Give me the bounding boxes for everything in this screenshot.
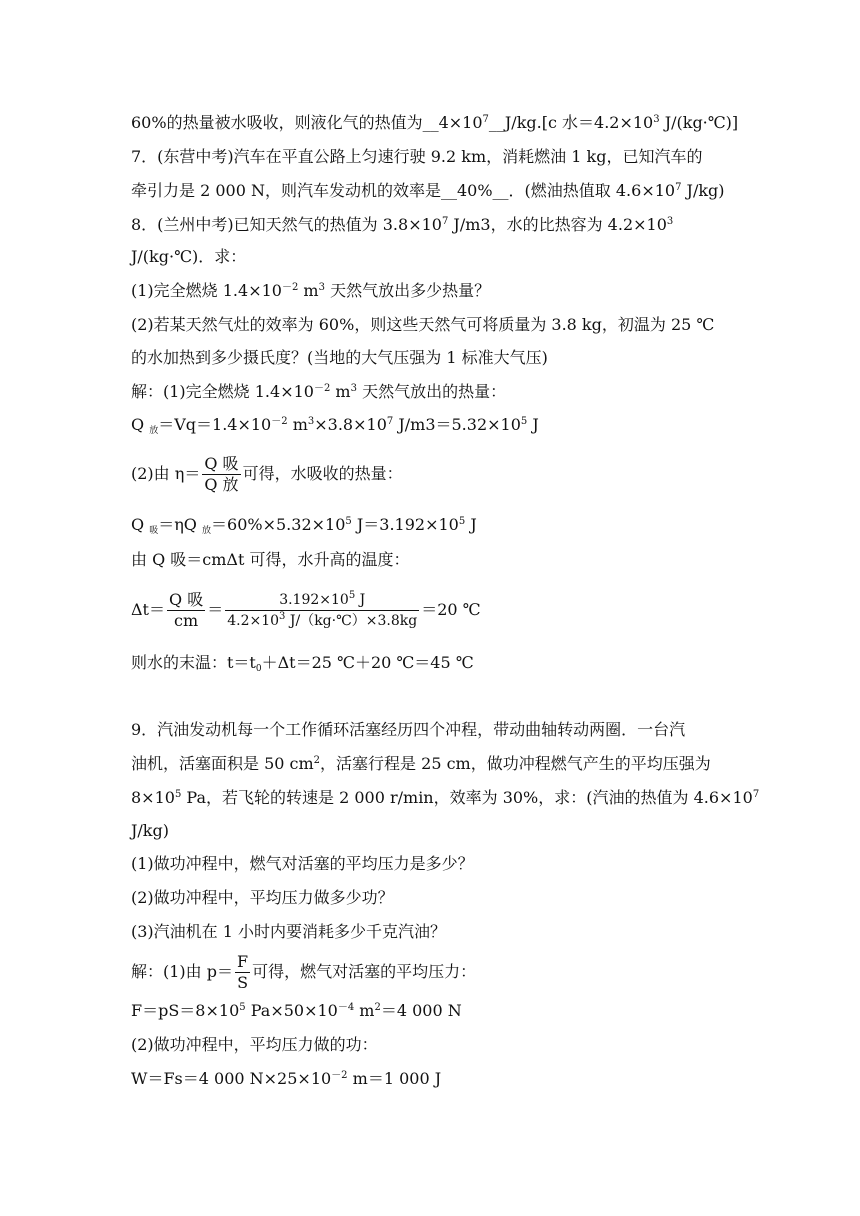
solution-8-line-4: [131, 514, 731, 536]
text: 则水的末温：t＝t: [131, 653, 256, 672]
text: 牵引力是 2 000 N，则汽车发动机的效率是__40%__．(燃油热值取 4.6×10: [131, 181, 676, 200]
answer-line-6: [131, 112, 739, 134]
text: (1)做功冲程中，燃气对活塞的平均压力是多少？: [131, 854, 474, 873]
solution-8-line-6: [131, 588, 731, 632]
fraction-numerator: Q 吸: [204, 454, 239, 473]
fraction-denominator: [225, 610, 419, 631]
text: 9．汽油发动机每一个工作循环活塞经历四个冲程，带动曲轴转动两圈．一台汽: [131, 720, 686, 739]
sub: 吸: [149, 526, 159, 536]
text: ＝Vq＝1.4×10: [158, 415, 272, 434]
text: m＝1 000 J: [347, 1069, 442, 1088]
sup: 5: [458, 516, 466, 527]
text: ＝ηQ: [158, 515, 203, 534]
text: 可得，水吸收的热量：: [242, 464, 403, 483]
sub: 放: [149, 426, 159, 436]
question-9-line-3: [131, 787, 760, 809]
text: J/m3，水的比热容为 4.2×10: [448, 215, 667, 234]
solution-8-line-2: [131, 414, 731, 436]
text: J＝3.192×10: [351, 515, 459, 534]
text: W＝Fs＝4 000 N×25×10: [131, 1069, 332, 1088]
text: m: [298, 281, 319, 300]
sub: 0: [255, 664, 262, 674]
sup: 5: [348, 590, 356, 601]
question-8-line-1: [131, 214, 731, 236]
text: J: [465, 515, 477, 534]
text: J: [527, 415, 539, 434]
text: ＝60%×5.32×10: [211, 515, 346, 534]
fraction-denominator: Q 放: [204, 475, 239, 494]
fraction-numerator: [225, 590, 419, 610]
question-9-part-2: [131, 887, 731, 909]
fraction-numeric: [225, 590, 419, 631]
text: Q: [131, 515, 150, 534]
text: 4.2×10: [227, 613, 280, 629]
question-9-part-1: [131, 853, 731, 875]
text: 解：(1)完全燃烧 1.4×10: [131, 382, 314, 401]
fraction-denominator: cm: [167, 610, 205, 631]
fraction-q-absorbed-over-q-released: [202, 454, 240, 495]
text: ，活塞行程是 25 cm，做功冲程燃气产生的平均压强为: [320, 754, 711, 773]
sup: －2: [281, 282, 299, 293]
sup: 3: [279, 611, 286, 622]
text: J: [355, 592, 366, 608]
text: 可得，燃气对活塞的平均压力：: [252, 962, 477, 981]
text: ×3.8×10: [314, 415, 387, 434]
text: 油机，活塞面积是 50 cm: [131, 754, 314, 773]
sup: 5: [520, 416, 528, 427]
sup: 5: [239, 1002, 246, 1013]
text: J/(kg·℃)．求：: [131, 247, 247, 266]
question-8-line-2: [131, 246, 731, 268]
text: m: [330, 382, 351, 401]
text: 的水加热到多少摄氏度？(当地的大气压强为 1 标准大气压): [131, 348, 548, 367]
sup: 7: [386, 416, 394, 427]
sup: －2: [313, 383, 331, 394]
text: m: [354, 1001, 375, 1020]
sup: 2: [374, 1002, 381, 1013]
text: m: [287, 415, 308, 434]
solution-8-line-3: [131, 452, 731, 496]
solution-8-line-7: [131, 652, 731, 674]
sup: －2: [271, 416, 288, 427]
text: __J/kg.[c 水＝4.2×10: [488, 113, 654, 132]
text: (2)做功冲程中，平均压力做多少功？: [131, 888, 394, 907]
fraction-f-over-s: [235, 952, 250, 993]
text: (3)汽油机在 1 小时内要消耗多少千克汽油？: [131, 922, 447, 941]
sup: 7: [752, 789, 760, 800]
sub: 放: [202, 526, 212, 536]
text: ＝4 000 N: [380, 1001, 462, 1020]
sup: 7: [441, 216, 449, 227]
text: ＋Δt＝25 ℃＋20 ℃＝45 ℃: [261, 653, 474, 672]
text: 7．(东营中考)汽车在平直公路上匀速行驶 9.2 km，消耗燃油 1 kg，已知汽车的: [131, 147, 703, 166]
sup: 3: [666, 216, 674, 227]
fraction-q-over-cm: [167, 590, 205, 631]
text: Δt＝: [131, 600, 165, 619]
solution-9-line-4: [131, 1068, 731, 1090]
text: 解：(1)由 p＝: [131, 962, 233, 981]
text: ＝20 ℃: [421, 600, 481, 619]
text: 天然气放出多少热量？: [324, 281, 491, 300]
question-9-line-1: [131, 719, 731, 741]
text: (2)由 η＝: [131, 464, 201, 483]
text: (2)若某天然气灶的效率为 60%，则这些天然气可将质量为 3.8 kg，初温为 25 ℃: [131, 315, 715, 334]
text: 8．(兰州中考)已知天然气的热值为 3.8×10: [131, 215, 442, 234]
question-8-part-2-line-2: [131, 347, 731, 369]
text: 60%的热量被水吸收，则液化气的热值为__4×10: [131, 113, 483, 132]
text: Pa×50×10: [245, 1001, 338, 1020]
sup: 3: [318, 282, 325, 293]
question-9-part-3: [131, 921, 731, 943]
fraction-denominator: S: [235, 972, 250, 993]
question-7-line-2: [131, 180, 731, 202]
text: (2)做功冲程中，平均压力做的功：: [131, 1035, 378, 1054]
sup: 3: [653, 114, 660, 125]
text: J/（kg·℃）×3.8kg: [285, 613, 418, 629]
text: Pa，若飞轮的转速是 2 000 r/min，效率为 30%，求：(汽油的热值为 4.6×10: [181, 788, 753, 807]
text: 由 Q 吸＝cmΔt 可得，水升高的温度：: [131, 550, 410, 569]
solution-9-line-2: [131, 1000, 731, 1022]
text: ＝: [207, 600, 224, 619]
fraction-numerator: F: [237, 952, 249, 971]
fraction-numerator: Q 吸: [169, 590, 204, 609]
sup: 3: [350, 383, 357, 394]
sup: 5: [174, 789, 182, 800]
text: J/kg): [131, 821, 169, 840]
text: J/m3＝5.32×10: [393, 415, 521, 434]
sup: 3: [307, 416, 315, 427]
solution-8-line-1: [131, 381, 731, 403]
sup: 5: [345, 516, 352, 527]
sup: －2: [331, 1070, 348, 1081]
sup: 7: [482, 114, 489, 125]
question-7-line-1: [131, 146, 731, 168]
text: 天然气放出的热量：: [356, 382, 507, 401]
text: J/kg): [681, 181, 725, 200]
text: Q: [131, 415, 150, 434]
sup: 2: [313, 755, 321, 766]
text: J/(kg·℃)]: [659, 113, 739, 132]
solution-9-line-3: [131, 1034, 731, 1056]
solution-9-line-1: [131, 950, 731, 994]
sup: 7: [675, 182, 682, 193]
text: 3.192×10: [279, 592, 349, 608]
question-8-part-2-line-1: [131, 314, 731, 336]
text: 8×10: [131, 788, 175, 807]
sup: －4: [337, 1002, 355, 1013]
text: (1)完全燃烧 1.4×10: [131, 281, 282, 300]
question-8-part-1: [131, 280, 731, 302]
text: F＝pS＝8×10: [131, 1001, 240, 1020]
question-9-line-2: [131, 753, 731, 775]
question-9-line-4: [131, 820, 731, 842]
solution-8-line-5: [131, 549, 731, 571]
